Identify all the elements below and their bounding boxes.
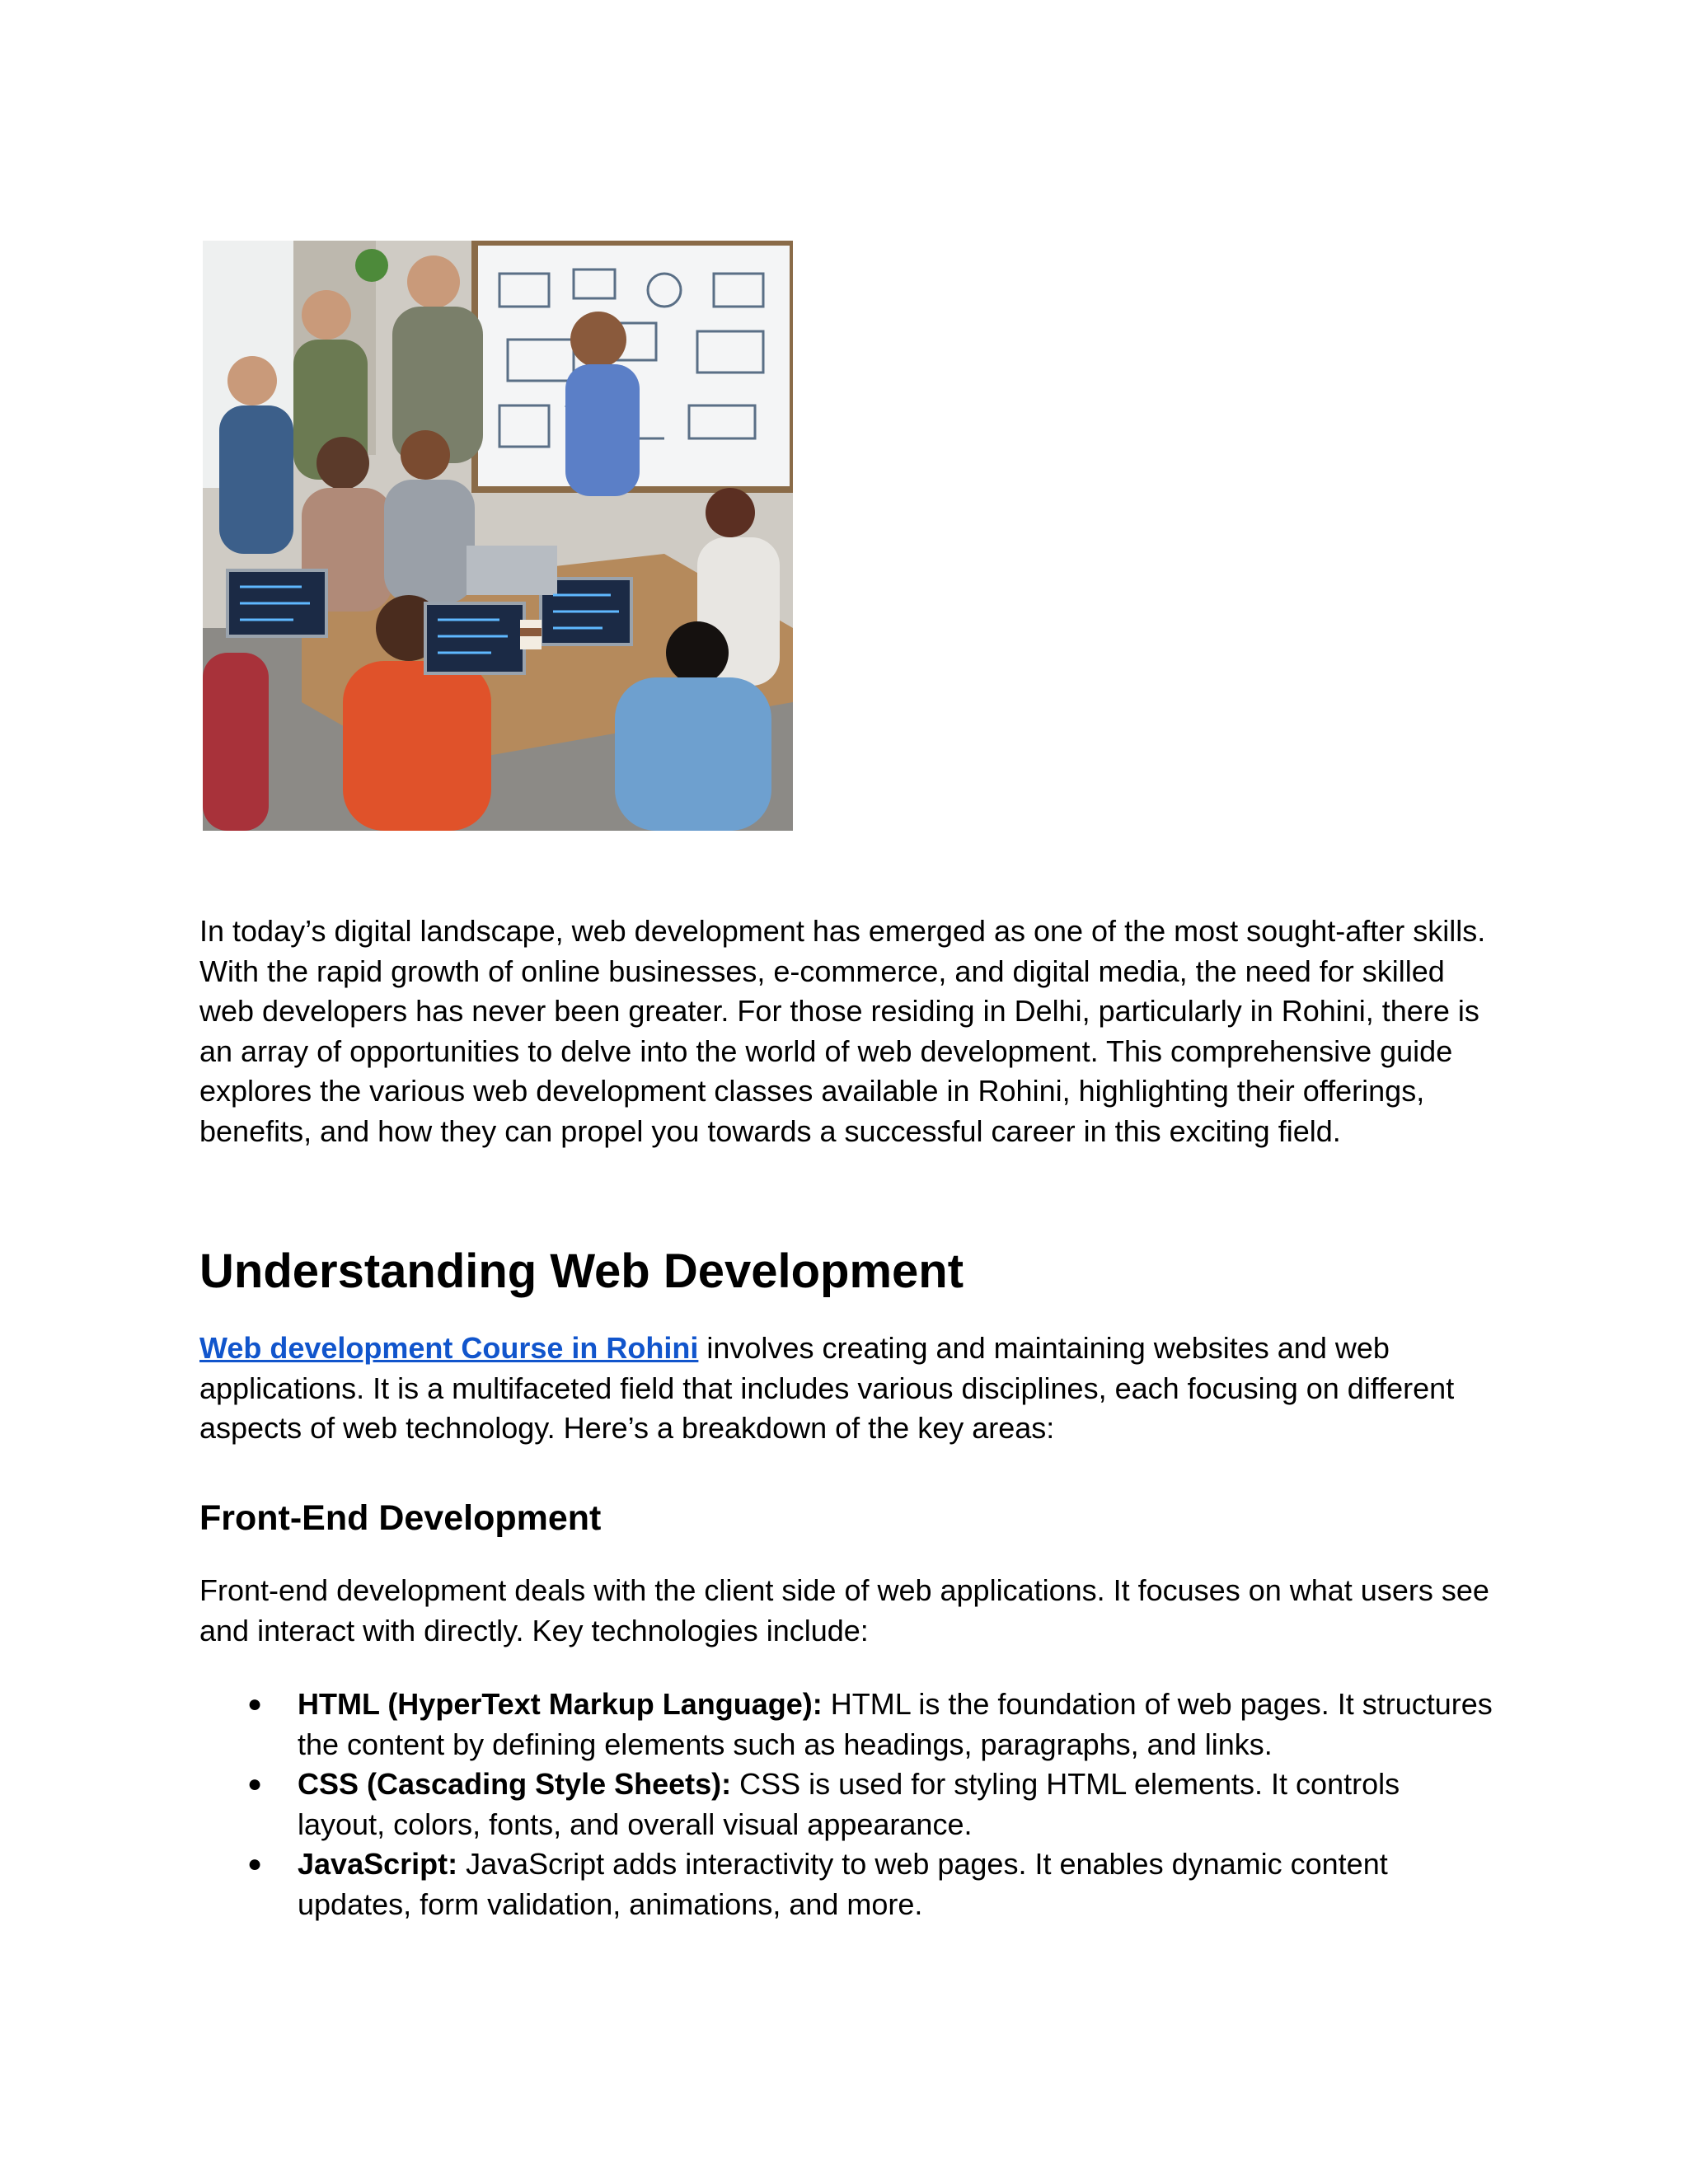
hero-image	[203, 241, 793, 831]
list-item-text: JavaScript adds interactivity to web pages. It enables dynamic content updates, form validation, animations, and more.	[298, 1847, 1388, 1921]
intro-paragraph: In today’s digital landscape, web development has emerged as one of the most sought-after skills. With the rapid growth of online businesses, e-commerce, and digital media, the need for skilled web developers has never been greater. For those residing in Delhi, particularly in Rohini, there is an array of opportunities to delve into the world of web development. This comprehensive guide explores the various web development classes available in Rohini, highlighting their offerings, benefits, and how they can propel you towards a successful career in this exciting field.	[199, 914, 1486, 1148]
section-heading: Understanding Web Development	[199, 1244, 964, 1298]
technology-list	[199, 1685, 1493, 1924]
bullet-icon: ●	[247, 1850, 263, 1877]
bullet-icon: ●	[247, 1770, 263, 1797]
list-item	[199, 1844, 1493, 1924]
classroom-illustration	[203, 241, 793, 831]
list-item-term: HTML (HyperText Markup Language):	[298, 1687, 823, 1721]
list-item-text: HTML is the foundation of web pages. It structures the content by defining elements such as headings, paragraphs, and links.	[298, 1687, 1493, 1761]
list-item-term: CSS (Cascading Style Sheets):	[298, 1767, 732, 1801]
list-item-term: JavaScript:	[298, 1847, 458, 1881]
list-item-text: CSS is used for styling HTML elements. It controls layout, colors, fonts, and overall visual appearance.	[298, 1767, 1400, 1841]
bullet-icon: ●	[247, 1690, 263, 1718]
subsection-paragraph: Front-end development deals with the client side of web applications. It focuses on what users see and interact with directly. Key technologies include:	[199, 1573, 1489, 1647]
section-paragraph	[199, 1329, 1493, 1449]
list-item	[199, 1765, 1493, 1844]
section-paragraph-text: involves creating and maintaining websites and web applications. It is a multifaceted field that includes various disciplines, each focusing on different aspects of web technology. Here’s a breakdown of the key areas:	[199, 1331, 1455, 1445]
course-link[interactable]: Web development Course in Rohini	[199, 1331, 699, 1365]
list-item	[199, 1685, 1493, 1765]
subsection-heading: Front-End Development	[199, 1498, 602, 1538]
